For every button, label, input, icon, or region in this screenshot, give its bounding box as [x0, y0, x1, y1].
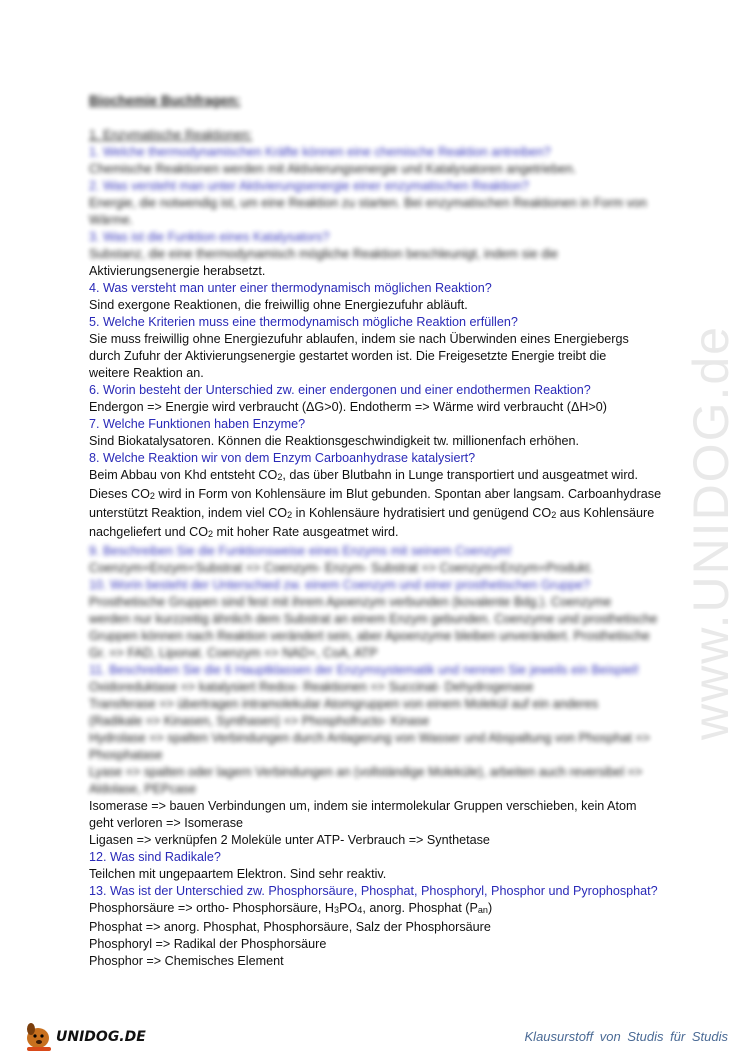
answer-12: Teilchen mit ungepaartem Elektron. Sind sehr reaktiv.: [89, 867, 387, 881]
question-3: 3. Was ist die Funktion eines Katalysators?: [89, 230, 330, 244]
blurred-region-middle: [89, 543, 669, 798]
question-11: 11. Beschreiben Sie die 6 Hauptklassen der Enzymsystematik und nennen Sie jeweils ein Beispiel!: [89, 663, 639, 677]
answer-6: Endergon => Energie wird verbraucht (ΔG>0). Endotherm => Wärme wird verbraucht (ΔH>0): [89, 400, 608, 414]
answer-11-line-5: Phosphatase: [89, 748, 163, 762]
answer-13-line-2: Phosphat => anorg. Phosphat, Phosphorsäure, Salz der Phosphorsäure: [89, 920, 491, 934]
answer-3-line-2: Aktivierungsenergie herabsetzt.: [89, 264, 266, 278]
answer-10-line-3: Gruppen können nach Reaktion verändert sein, aber Apoenzyme bleiben unverändert. Prosthetische: [89, 629, 650, 643]
answer-13-line-3: Phosphoryl => Radikal der Phosphorsäure: [89, 937, 327, 951]
document-title: Biochemie Buchfragen:: [89, 93, 241, 108]
answer-11-line-7: Aldolase, PEPcase: [89, 782, 197, 796]
answer-13-line-1: Phosphorsäure => ortho- Phosphorsäure, $H_3PO_4$, anorg. Phosphat $(P_{an})$: [89, 901, 493, 915]
question-6: 6. Worin besteht der Unterschied zw. einer endergonen und einer endothermen Reaktion?: [89, 383, 591, 397]
answer-4: Sind exergone Reaktionen, die freiwillig ohne Energiezufuhr abläuft.: [89, 298, 468, 312]
answer-11-line-3: (Radikale => Kinasen, Synthasen) => Phosphofructo- Kinase: [89, 714, 430, 728]
question-10: 10. Worin besteht der Unterschied zw. einem Coenzym und einer prosthetischen Gruppe?: [89, 578, 590, 592]
answer-11-line-9: geht verloren => Isomerase: [89, 816, 244, 830]
watermark: [640, 240, 750, 760]
question-13: 13. Was ist der Unterschied zw. Phosphorsäure, Phosphat, Phosphoryl, Phosphor und Pyrophosphat?: [89, 884, 658, 898]
section-heading: 1. Enzymatische Reaktionen:: [89, 128, 253, 142]
watermark-text: www.UNIDOG.de: [683, 325, 739, 740]
question-12: 12. Was sind Radikale?: [89, 850, 221, 864]
question-1: 1. Welche thermodynamischen Kräfte können eine chemische Reaktion antreiben?: [89, 145, 551, 159]
answer-13-line-4: Phosphor => Chemisches Element: [89, 954, 284, 968]
answer-3-line-1: Substanz, die eine thermodynamisch mögliche Reaktion beschleunigt, indem sie die: [89, 247, 559, 261]
question-9: 9. Beschreiben Sie die Funktionsweise eines Enzyms mit seinem Coenzym!: [89, 544, 512, 558]
logo-text: UNIDOG.DE: [56, 1029, 146, 1045]
answer-11-line-8: Isomerase => bauen Verbindungen um, indem sie intermolekular Gruppen verschieben, kein Atom: [89, 799, 637, 813]
document-body: [89, 92, 669, 970]
answer-9: Coenzym+Enzym+Substrat => Coenzym- Enzym- Substrat => Coenzym+Enzym+Produkt.: [89, 561, 593, 575]
unidog-logo: [22, 1018, 154, 1052]
dog-mascot-icon: [27, 1023, 51, 1051]
answer-10-line-4: Gr. => FAD, Liponat. Coenzym => NAD+, CoA, ATP: [89, 646, 378, 660]
answer-11-line-1: Oxidoreduktase => katalysiert Redox- Reaktionen => Succinat- Dehydrogenase: [89, 680, 534, 694]
answer-10-line-1: Prosthetische Gruppen sind fest mit ihrem Apoenzym verbunden (kovalente Bdg.). Coenzyme: [89, 595, 612, 609]
footer-tagline: Klausurstoff von Studis für Studis: [524, 1029, 728, 1044]
answer-11-line-6: Lyase => spalten oder lagern Verbindungen an (vollständige Moleküle), arbeiten auch reversibel =>: [89, 765, 643, 779]
answer-2: Energie, die notwendig ist, um eine Reaktion zu starten. Bei enzymatischen Reaktionen in Form von Wärme.: [89, 196, 647, 227]
answer-7: Sind Biokatalysatoren. Können die Reaktionsgeschwindigkeit tw. millionenfach erhöhen.: [89, 434, 580, 448]
question-2: 2. Was versteht man unter Aktivierungsenergie einer enzymatischen Reaktion?: [89, 179, 529, 193]
answer-11-line-2: Transferase => übertragen intramolekular Atomgruppen von einem Molekül auf ein anderes: [89, 697, 599, 711]
question-5: 5. Welche Kriterien muss eine thermodynamisch mögliche Reaktion erfüllen?: [89, 315, 518, 329]
question-7: 7. Welche Funktionen haben Enzyme?: [89, 417, 306, 431]
answer-1: Chemische Reaktionen werden mit Aktivierungsenergie und Katalysatoren angetrieben.: [89, 162, 577, 176]
answer-8-line-3: unterstützt Reaktion, indem viel $CO_2$ in Kohlensäure hydratisiert und genügend $CO_2$ aus Kohlensäure: [89, 506, 655, 520]
question-4: 4. Was versteht man unter einer thermodynamisch möglichen Reaktion?: [89, 281, 492, 295]
answer-8-line-2: Dieses $CO_2$ wird in Form von Kohlensäure im Blut gebunden. Spontan aber langsam. Carboanhydrase: [89, 487, 662, 501]
blurred-region-top: [89, 92, 669, 263]
answer-5-line-1: Sie muss freiwillig ohne Energiezufuhr ablaufen, indem sie nach Überwinden eines Energiebergs: [89, 332, 629, 346]
answer-10-line-2: werden nur kurzzeitig ähnlich dem Substrat an einem Enzym gebunden. Coenzyme und prosthetische: [89, 612, 658, 626]
answer-11-line-4: Hydrolase => spalten Verbindungen durch Anlagerung von Wasser und Abspaltung von Phosphat =>: [89, 731, 651, 745]
question-8: 8. Welche Reaktion wir von dem Enzym Carboanhydrase katalysiert?: [89, 451, 476, 465]
answer-11-line-10: Ligasen => verknüpfen 2 Moleküle unter ATP- Verbrauch => Synthetase: [89, 833, 490, 847]
answer-8-line-4: nachgeliefert und $CO_2$ mit hoher Rate ausgeatmet wird.: [89, 525, 399, 539]
answer-8-line-1: Beim Abbau von Khd entsteht $CO_2$, das über Blutbahn in Lunge transportiert und ausgeatmet wird.: [89, 468, 639, 482]
answer-5-line-3: weitere Reaktion an.: [89, 366, 204, 380]
answer-5-line-2: durch Zufuhr der Aktivierungsenergie gestartet worden ist. Die Freigesetzte Energie treibt die: [89, 349, 607, 363]
